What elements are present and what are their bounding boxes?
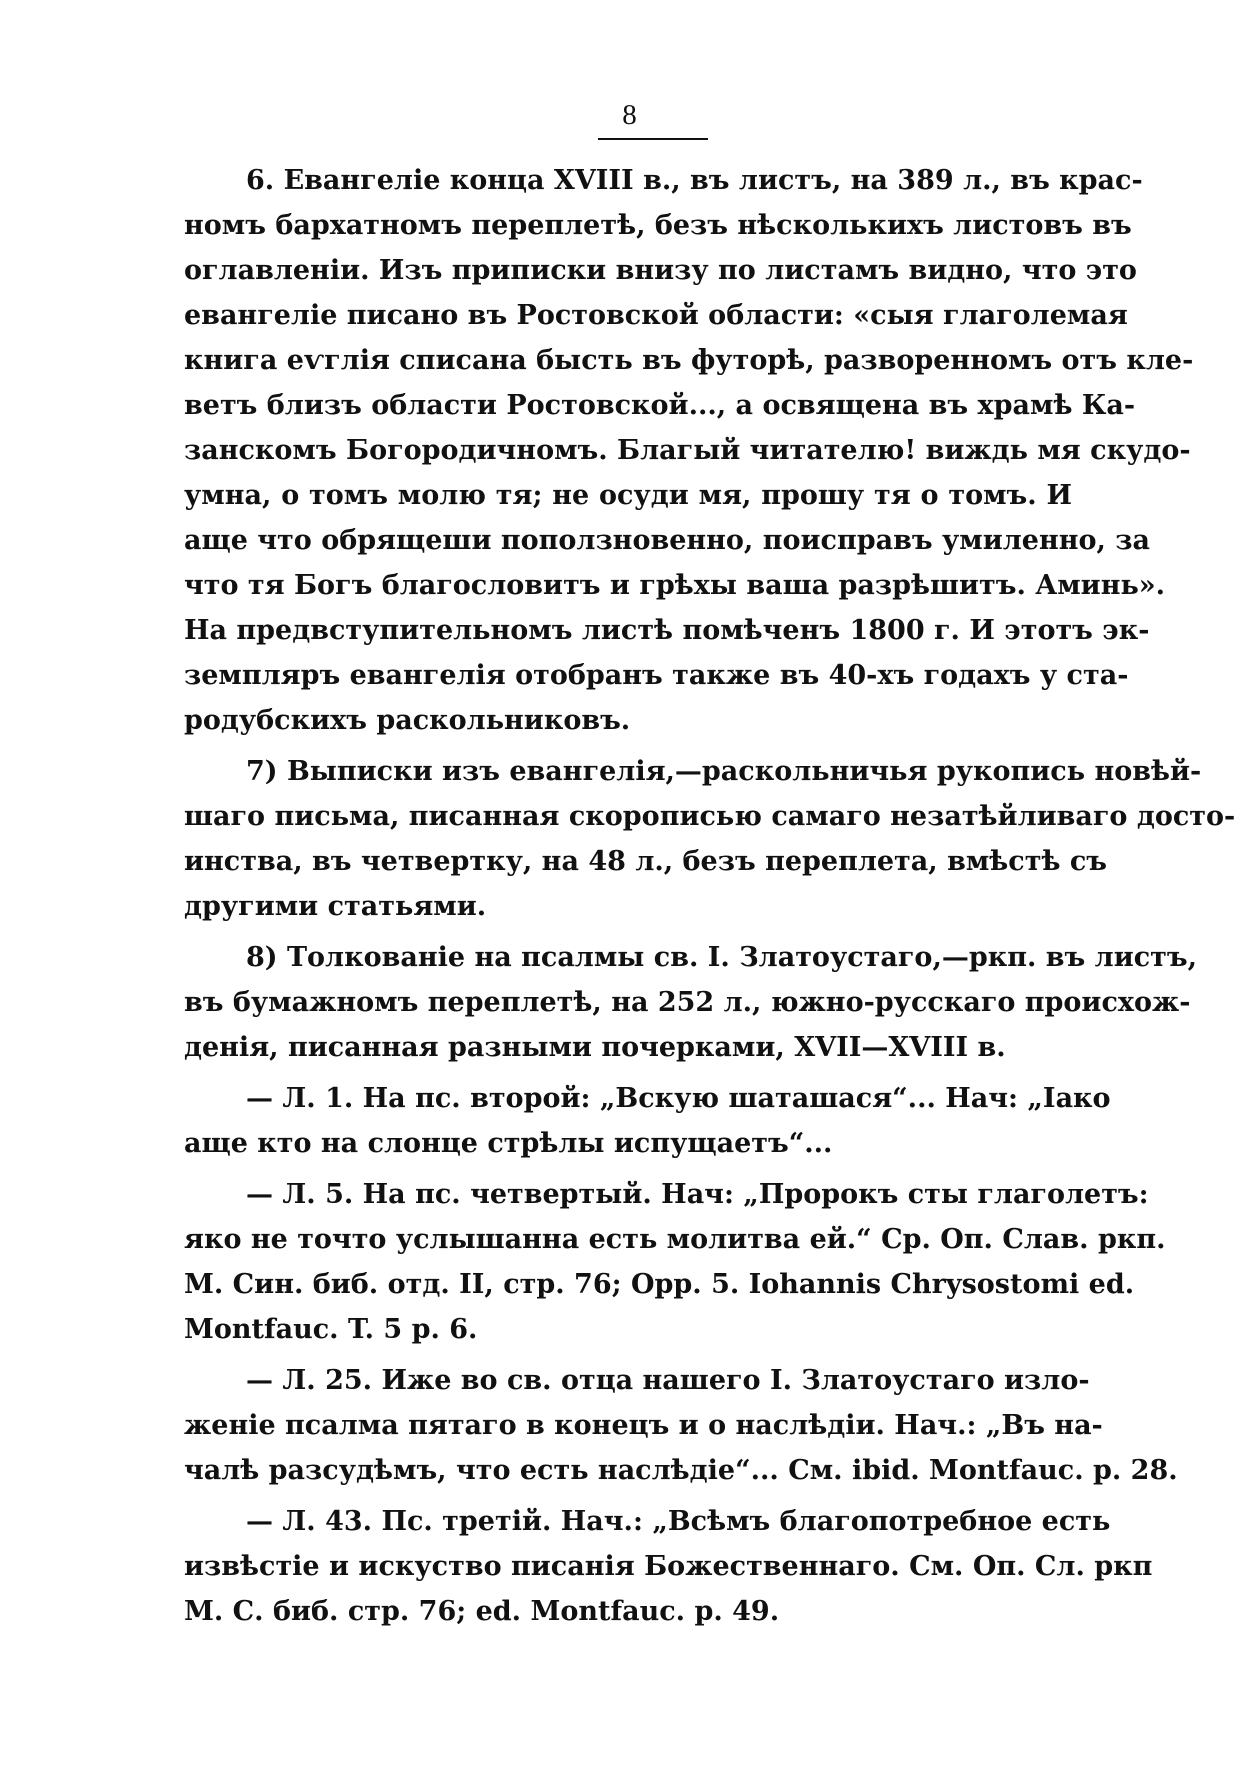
header-rule [598, 138, 708, 140]
text-line: — Л. 43. Пс. третій. Нач.: „Всѣмъ благопотребное есть [246, 1506, 1111, 1537]
text-line: что тя Богъ благословитъ и грѣхы ваша разрѣшитъ. Аминь». [184, 570, 1166, 601]
page-number: 8 [622, 99, 637, 131]
text-line: занскомъ Богородичномъ. Благый читателю! виждь мя скудо- [184, 435, 1191, 466]
text-line: ветъ близъ области Ростовской..., а освящена въ храмѣ Ка- [184, 390, 1136, 421]
text-line: извѣстіе и искуство писанія Божественнаго. См. Оп. Сл. ркп [184, 1551, 1153, 1582]
text-line: денія, писанная разными почерками, XVII—XVIII в. [184, 1032, 1006, 1063]
text-line: — Л. 1. На пс. второй: „Вскую шаташася“... Нач: „Іако [246, 1083, 1111, 1114]
text-line: — Л. 25. Иже во св. отца нашего I. Златоустаго изло- [246, 1365, 1090, 1396]
text-line: аще кто на слонце стрѣлы испущаетъ“... [184, 1128, 833, 1159]
text-line: книга еѵглія списана бысть въ футорѣ, разворенномъ отъ клe- [184, 345, 1194, 376]
text-line: инства, въ четвертку, на 48 л., безъ переплета, вмѣстѣ съ [184, 846, 1107, 877]
paragraph-item-7 [184, 749, 1236, 929]
text-line: умна, о томъ молю тя; не осуди мя, прошу тя о томъ. И [184, 480, 1072, 511]
entry-leaf-5 [184, 1172, 1166, 1352]
text-line: 8) Толкованіе на псалмы св. I. Златоустаго,—ркп. въ листъ, [246, 942, 1197, 973]
text-line: 7) Выписки изъ евангелія,—раскольничья рукопись новѣй- [246, 756, 1202, 787]
text-line: шаго письма, писанная скорописью самаго незатѣйливаго досто- [184, 801, 1236, 832]
text-line: — Л. 5. На пс. четвертый. Нач: „Пророкъ сты глаголетъ: [246, 1179, 1149, 1210]
text-line: женіе псалма пятаго в конецъ и о наслѣдіи. Нач.: „Въ на- [184, 1410, 1103, 1441]
entry-leaf-43 [184, 1499, 1153, 1634]
text-line: М. С. биб. стр. 76; ed. Montfauc. p. 49. [184, 1596, 780, 1627]
text-line: оглавленіи. Изъ приписки внизу по листамъ видно, что это [184, 255, 1137, 286]
text-line: въ бумажномъ переплетѣ, на 252 л., южно-русскаго происхож- [184, 987, 1191, 1018]
text-line: номъ бархатномъ переплетѣ, безъ нѣсколькихъ листовъ въ [184, 210, 1132, 241]
main-text [184, 158, 1236, 1634]
text-line: земпляръ евангелія отобранъ также въ 40-хъ годахъ у ста- [184, 660, 1129, 691]
entry-leaf-25 [184, 1358, 1178, 1493]
text-line: Montfauc. T. 5 p. 6. [184, 1314, 478, 1345]
text-line: другими статьями. [184, 891, 487, 922]
text-line: М. Син. биб. отд. II, стр. 76; Opp. 5. Iohannis Chrysostomi ed. [184, 1269, 1135, 1300]
text-line: чалѣ разсудѣмъ, что есть наслѣдіе“... См. ibid. Montfauc. p. 28. [184, 1455, 1178, 1486]
text-line: На предвступительномъ листѣ помѣченъ 1800 г. И этотъ эк- [184, 615, 1150, 646]
text-line: яко не точто услышанна есть молитва ей.“ Ср. Оп. Слав. ркп. [184, 1224, 1166, 1255]
text-line: 6. Евангеліе конца XVIII в., въ листъ, на 389 л., въ крас- [246, 165, 1143, 196]
paragraph-item-6 [184, 158, 1194, 743]
text-line: евангеліе писано въ Ростовской области: «сыя глаголемая [184, 300, 1128, 331]
text-line: аще что обрящеши поползновенно, поисправъ умиленно, за [184, 525, 1151, 556]
text-line: родубскихъ раскольниковъ. [184, 705, 631, 736]
paragraph-item-8 [184, 935, 1197, 1070]
entry-leaf-1 [184, 1076, 1111, 1166]
